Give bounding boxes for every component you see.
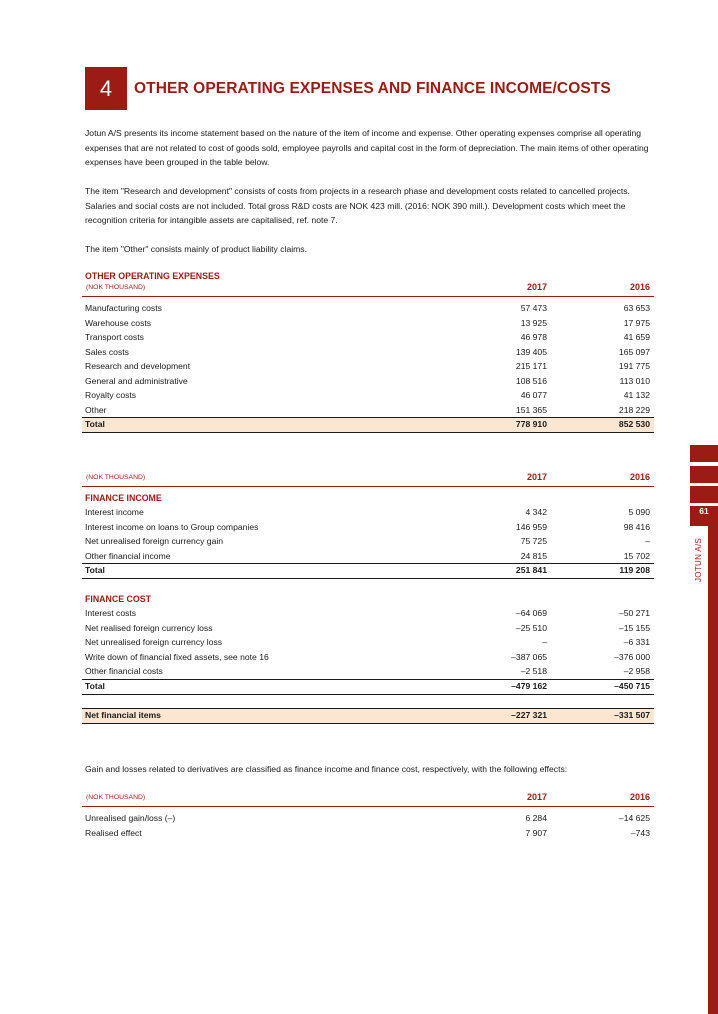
value-2017: 24 815 <box>520 550 547 561</box>
table-row <box>82 359 654 374</box>
row-label: Net unrealised foreign currency loss <box>85 637 223 647</box>
value-2016: 165 097 <box>618 346 650 357</box>
finance-income-title: FINANCE INCOME <box>85 493 162 503</box>
table-row <box>82 301 654 316</box>
row-label: Transport costs <box>85 332 144 342</box>
value-2017: 151 365 <box>515 404 547 415</box>
derivatives-paragraph: Gain and losses related to derivatives are classified as finance income and finance cost, respectively, with the following effects: <box>85 764 568 774</box>
intro-paragraph: Jotun A/S presents its income statement based on the nature of the item of income and expense. Other operating expenses comprise all operating expenses that are not related to cost of goods sold, employee payrolls and capital cost in the form of depreciation. The main items of other operating expenses have been grouped in the table below. <box>85 128 649 168</box>
value-2017: –25 510 <box>515 622 547 633</box>
rnd-paragraph: The item "Research and development" consists of costs from projects in a research phase and development costs related to cancelled projects. Salaries and social costs are not included. Total gross R&D costs are NOK 423 mill. (2016: NOK 390 mill.). Development costs which meet the recognition criteria for intangible assets are capitalised, ref. note 7. <box>85 186 630 226</box>
side-bar-inner <box>690 526 708 1014</box>
opex-table-header <box>82 281 654 297</box>
table-row <box>82 388 654 403</box>
value-2017: 139 405 <box>515 346 547 357</box>
value-2017: 146 959 <box>515 521 547 532</box>
value-2017: 57 473 <box>520 303 547 313</box>
row-label: Net realised foreign currency loss <box>85 622 213 633</box>
table-row <box>82 664 654 679</box>
finance-table-header <box>82 471 654 487</box>
row-label: Total <box>85 419 105 429</box>
value-2016: –376 000 <box>614 651 650 662</box>
finance-cost-title: FINANCE COST <box>85 594 151 604</box>
net-financial-items-row <box>82 708 654 724</box>
row-label: General and administrative <box>85 375 188 386</box>
value-2017: 215 171 <box>515 361 547 371</box>
value-2016: – <box>645 536 650 546</box>
table-row <box>82 826 654 841</box>
side-tab-1 <box>690 445 718 462</box>
row-label: Sales costs <box>85 346 129 357</box>
row-label: Other financial costs <box>85 666 163 676</box>
finance-cost-total-row <box>82 679 654 695</box>
value-2016: –331 507 <box>614 709 650 720</box>
page-number: 61 <box>699 506 709 516</box>
value-2016: –743 <box>630 827 650 838</box>
value-2016: 218 229 <box>618 404 650 415</box>
running-title <box>690 526 708 586</box>
table-row <box>82 811 654 826</box>
table-row <box>82 520 654 535</box>
table-row <box>82 374 654 389</box>
running-title-text: JOTUN A/S <box>694 537 703 582</box>
value-2016: –15 155 <box>618 622 650 633</box>
page-title: OTHER OPERATING EXPENSES AND FINANCE INCOME/COSTS <box>134 80 611 97</box>
table-row <box>82 635 654 650</box>
value-2017: –479 162 <box>511 680 547 691</box>
other-paragraph: The item "Other" consists mainly of product liability claims. <box>85 244 307 254</box>
value-2017: 46 978 <box>520 332 547 342</box>
value-2016: 41 659 <box>623 332 650 342</box>
value-2016: –450 715 <box>614 680 650 691</box>
side-tab-3 <box>690 486 718 503</box>
value-2017: –387 065 <box>511 651 547 662</box>
value-2017: 75 725 <box>520 536 547 546</box>
row-label: Interest income on loans to Group companies <box>85 521 259 532</box>
table-row <box>82 505 654 520</box>
note-number: 4 <box>99 75 113 101</box>
row-label: Total <box>85 680 105 691</box>
row-label: Other <box>85 404 107 415</box>
table-row <box>82 650 654 665</box>
opex-table-title: OTHER OPERATING EXPENSES <box>85 271 220 281</box>
table-row <box>82 330 654 345</box>
row-label: Net unrealised foreign currency gain <box>85 536 224 546</box>
unit-label: (NOK THOUSAND) <box>86 284 146 291</box>
row-label: Write down of financial fixed assets, see note 16 <box>85 651 269 662</box>
value-2017: 7 907 <box>525 827 547 838</box>
value-2017: –64 069 <box>515 608 547 618</box>
value-2016: –2 958 <box>623 666 650 676</box>
value-2016: –6 331 <box>623 637 650 647</box>
row-label: Interest income <box>85 507 144 517</box>
row-label: Royalty costs <box>85 390 137 400</box>
table-row <box>82 316 654 331</box>
finance-income-total-row <box>82 563 654 579</box>
row-label: Warehouse costs <box>85 317 152 328</box>
value-2016: 852 530 <box>618 419 650 429</box>
col-2016-header: 2016 <box>629 792 650 802</box>
derivatives-table-header <box>82 791 654 807</box>
value-2016: 119 208 <box>619 565 650 575</box>
side-tab-2 <box>690 466 718 483</box>
value-2017: 251 841 <box>515 565 547 575</box>
col-2017-header: 2017 <box>526 282 547 292</box>
row-label: Total <box>85 565 105 575</box>
table-row <box>82 606 654 621</box>
table-row <box>82 621 654 636</box>
table-row <box>82 549 654 564</box>
finance-table <box>82 471 654 724</box>
derivatives-table <box>82 791 654 840</box>
value-2016: 98 416 <box>623 521 650 532</box>
value-2017: 4 342 <box>525 507 547 517</box>
row-label: Interest costs <box>85 608 137 618</box>
value-2017: 6 284 <box>525 813 547 823</box>
value-2016: 17 975 <box>623 317 650 328</box>
col-2016-header: 2016 <box>629 282 650 292</box>
value-2016: –14 625 <box>618 813 650 823</box>
value-2017: 13 925 <box>520 317 547 328</box>
value-2017: 778 910 <box>515 419 547 429</box>
value-2017: 46 077 <box>520 390 547 400</box>
row-label: Realised effect <box>85 827 142 838</box>
unit-label: (NOK THOUSAND) <box>86 474 146 481</box>
col-2016-header: 2016 <box>629 472 650 482</box>
row-label: Other financial income <box>85 550 171 561</box>
value-2016: 5 090 <box>628 507 650 517</box>
value-2017: 108 516 <box>515 375 547 386</box>
note-number-box <box>85 67 127 110</box>
value-2016: 15 702 <box>623 550 650 561</box>
opex-total-row <box>82 417 654 433</box>
value-2017: –2 518 <box>520 666 547 676</box>
col-2017-header: 2017 <box>526 792 547 802</box>
row-label: Research and development <box>85 361 191 371</box>
table-row <box>82 403 654 418</box>
value-2017: – <box>542 637 547 647</box>
value-2016: 41 132 <box>623 390 650 400</box>
unit-label: (NOK THOUSAND) <box>86 794 146 801</box>
col-2017-header: 2017 <box>526 472 547 482</box>
opex-table <box>82 271 654 433</box>
value-2016: 191 775 <box>618 361 650 371</box>
value-2017: –227 321 <box>511 709 547 720</box>
row-label: Manufacturing costs <box>85 303 162 313</box>
value-2016: 63 653 <box>623 303 650 313</box>
row-label: Unrealised gain/loss (–) <box>85 813 176 823</box>
row-label: Net financial items <box>85 709 161 720</box>
value-2016: –50 271 <box>618 608 650 618</box>
table-row <box>82 345 654 360</box>
value-2016: 113 010 <box>619 375 650 386</box>
table-row <box>82 534 654 549</box>
